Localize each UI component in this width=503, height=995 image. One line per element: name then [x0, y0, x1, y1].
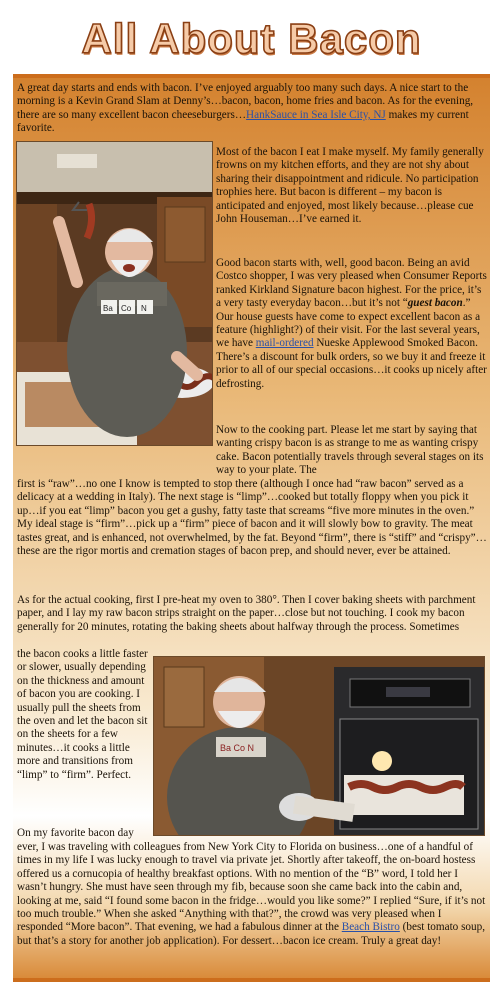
- good-bacon-text-2: .” Our house guests have come to expect excellent bacon as a feature (highlight?) of their visit. For the last several years, we have: [216, 297, 481, 350]
- photo-man-at-oven: [153, 656, 485, 836]
- favorite-day-text-end: (best tomato soup, but that’s a story for another job application). For dessert…bacon ice cream. Truly a great day!: [17, 921, 486, 947]
- paragraph-cooking-stages: Now to the cooking part. Please let me start by saying that wanting crispy bacon is as strange to me as wanting crispy cake. Bacon potentially travels through several stages on its way to your plate. The: [216, 424, 484, 477]
- paragraph-cook-times: the bacon cooks a little faster or slower, usually depending on the thickness and amount of bacon you are cooking. I usually pull the sheets from the oven and let the bacon sit on the sheets for a few minutes…it cooks a little more and transitions from “limp” to “firm”. Perfect.: [17, 648, 148, 781]
- svg-text:Co: Co: [121, 304, 132, 313]
- good-bacon-text: Good bacon starts with, well, good bacon. Being an avid Costco shopper, I was very pleased when Consumer Reports ranked Kirkland Signature bacon highest. For the price, it’s a very tasty everyday bacon…but it’s not “: [216, 257, 487, 310]
- photo-oven-illustration: [154, 657, 484, 835]
- paragraph-family: Most of the bacon I eat I make myself. My family generally frowns on my kitchen efforts, and they are not shy about sharing their disappointment and ridicule. No participation trophies here. But bacon is different – my bacon is anticipated and enjoyed, most likely because…please cue John Houseman…I’ve earned it.: [216, 146, 484, 226]
- paragraph-favorite-day-cont: [17, 841, 488, 948]
- guest-bacon-emphasis: guest bacon: [407, 297, 463, 310]
- beach-bistro-link[interactable]: Beach Bistro: [341, 921, 400, 934]
- hanksauce-link[interactable]: HankSauce in Sea Isle City, NJ: [246, 108, 386, 121]
- photo-man-holding-bacon: [16, 141, 213, 446]
- photo-kitchen-illustration: [17, 142, 212, 445]
- svg-text:N: N: [141, 304, 147, 313]
- article-panel: [13, 74, 490, 982]
- paragraph-cooking-stages-cont: first is “raw”…no one I know is tempted to stop there (although I once had “raw bacon” served as a delicacy at a wedding in Italy). The next stage is “limp”…cooked but totally floppy when you pick it up…if you eat “limp” bacon you get a gushy, fatty taste that screams “five more minutes in the oven.” My ideal stage is “firm”…pick up a “firm” piece of bacon and it will slowly bow to gravity. The meat tastes great, and is enhanced, not overwhelmed, by the fat. Beyond “firm”, there is “stiff” and “crispy”…these are the rigor mortis and cremation stages of bacon prep, and should never, ever be attained.: [17, 478, 487, 558]
- intro-text-end: makes my current favorite.: [17, 108, 469, 135]
- paragraph-favorite-day: On my favorite bacon day: [17, 827, 134, 839]
- favorite-day-text: ever, I was traveling with colleagues from New York City to Florida on business…one of a handful of times in my life I was lucky enough to travel via private jet. Shortly after takeoff, the on-board hostess offered us a cornucopia of healthy breakfast options. With no mention of the “B” word, I told her I wasn’t hungry. She must have seen through my fib, because soon she came back into the cabin and, looking at me, said “I found some bacon in the fridge…would you like some?” I replied “Sure, if it’s not too much trouble.” When she asked “Anything with that?”, the crowd was very pleased when I responded “More bacon”. That evening, we had a fabulous dinner at the: [17, 841, 486, 934]
- paragraph-good-bacon: [216, 257, 488, 391]
- mail-ordered-link[interactable]: mail-ordered: [255, 337, 314, 350]
- paragraph-intro: [17, 82, 487, 136]
- intro-text: A great day starts and ends with bacon. I’ve enjoyed arguably too many such days. A nice start to the morning is a Kevin Grand Slam at Denny’s…bacon, bacon, home fries and bacon. As for the evening, there are so many excellent bacon cheeseburgers…: [17, 82, 474, 121]
- svg-text:Ba: Ba: [103, 304, 113, 313]
- paragraph-actual-cooking: As for the actual cooking, first I pre-heat my oven to 380°. Then I cover baking sheets with parchment paper, and I lay my raw bacon strips straight on the paper…close but not touching. I cook my bacon generally for 20 minutes, rotating the baking sheets about halfway through the process. Sometimes: [17, 594, 476, 633]
- good-bacon-text-3: Nueske Applewood Smoked Bacon. There’s a discount for bulk orders, so we buy it and freeze it prior to all of our special occasions…it cooks up nicely after defrosting.: [216, 337, 487, 390]
- svg-text:Ba Co N: Ba Co N: [220, 743, 255, 753]
- page-title: All About Bacon: [81, 15, 422, 62]
